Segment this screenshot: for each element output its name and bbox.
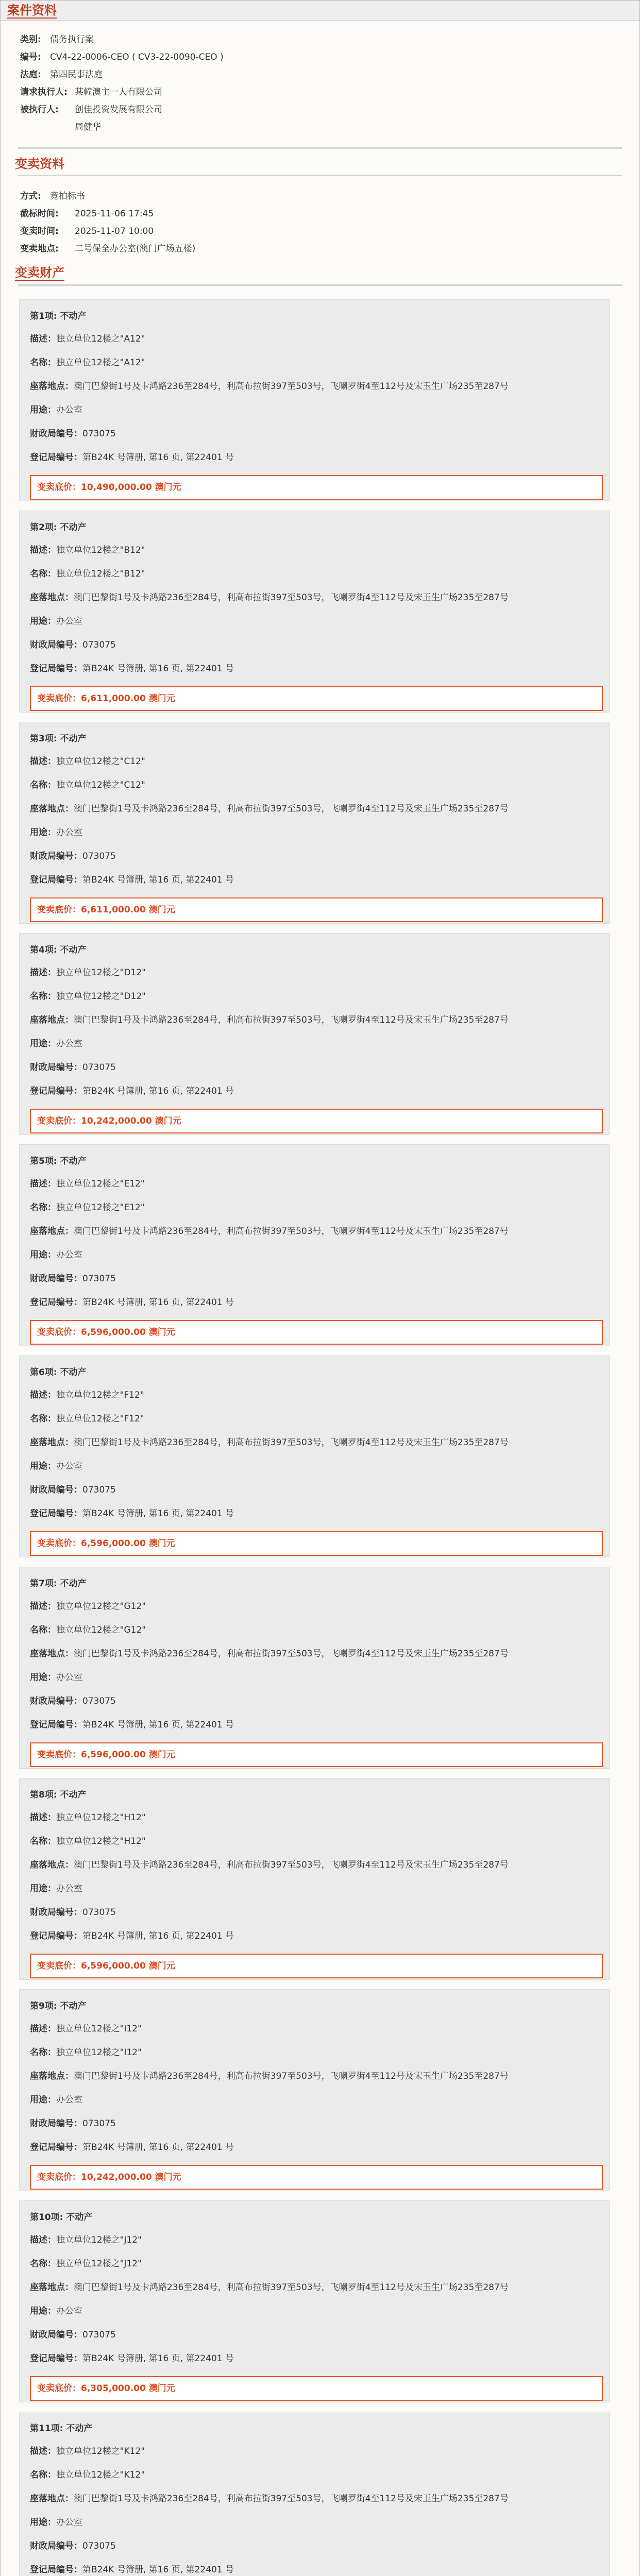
asset-address-value: 澳门巴黎街1号及卡鸿路236至284号，利高布拉街397至503号，飞喇罗街4至112号及宋玉生广场235至287号 [74,1226,509,1236]
asset-name-label: 名称： [30,1414,56,1424]
asset-description-label: 描述： [30,1812,56,1823]
asset-description [30,333,603,345]
asset-description-value: 独立单位12楼之"K12" [56,2446,145,2456]
asset-registry-number-label: 登记局编号： [30,1297,82,1308]
asset-reserve-price-label: 变卖底价： [37,2172,81,2182]
asset-name-value: 独立单位12楼之"C12" [56,780,145,790]
asset-reserve-price [30,2376,603,2401]
asset-finance-number-label: 财政局编号： [30,1907,82,1918]
asset-use [30,826,603,839]
asset-reserve-price-value: 6,596,000.00 澳门元 [81,1327,175,1337]
asset-registry-number-label: 登记局编号： [30,875,82,885]
asset-address-label: 座落地点： [30,592,74,603]
sale-row-value: 2025-11-06 17:45 [75,209,154,219]
asset-registry-number [30,1085,603,1097]
sale-info [1,188,639,258]
asset-name-label: 名称： [30,2047,56,2058]
asset-use-label: 用途： [30,405,56,415]
asset-description [30,2023,603,2035]
asset-description-value: 独立单位12楼之"A12" [56,334,145,344]
asset-reserve-price-value: 6,596,000.00 澳门元 [81,1750,175,1760]
asset-name [30,2046,603,2059]
asset-address-label: 座落地点： [30,2494,74,2504]
asset-name-value: 独立单位12楼之"B12" [56,569,145,579]
asset-finance-number [30,639,603,651]
asset-use-value: 办公室 [56,2306,82,2316]
asset-name-value: 独立单位12楼之"H12" [56,1836,146,1846]
asset-address-label: 座落地点： [30,1860,74,1870]
asset-reserve-price-value: 10,242,000.00 澳门元 [81,1116,181,1126]
asset-name [30,568,603,580]
asset-address-label: 座落地点： [30,804,74,814]
asset-registry-number [30,1719,603,1731]
asset-reserve-price-label: 变卖底价： [37,1750,81,1760]
asset-title: 第8项: 不动产 [30,1790,87,1800]
asset-registry-number-value: 第B24K 号簿册, 第16 页, 第22401 号 [82,1086,234,1096]
case-row-value: 周健华 [75,122,101,132]
asset-reserve-price-label: 变卖底价： [37,1116,81,1126]
asset-title: 第2项: 不动产 [30,522,87,533]
asset-description [30,1389,603,1401]
case-row-label: 编号: [20,52,41,62]
asset-name-label: 名称： [30,991,56,1002]
asset-name-value: 独立单位12楼之"F12" [56,1414,144,1424]
asset-use-label: 用途： [30,1461,56,1471]
asset-use-value: 办公室 [56,1039,82,1049]
asset-finance-number-label: 财政局编号： [30,1274,82,1284]
case-row [1,83,639,101]
asset-reserve-price-value: 6,596,000.00 澳门元 [81,1538,175,1549]
case-row-value: 第四民事法庭 [50,70,103,80]
sale-row [1,240,639,258]
asset-card [19,2200,610,2402]
sale-row-value: 2025-11-07 10:00 [75,226,154,236]
asset-use-label: 用途： [30,1250,56,1260]
case-row-label: 请求执行人: [20,87,68,97]
sale-row [1,188,639,205]
asset-address [30,1225,603,1238]
asset-description-label: 描述： [30,1179,56,1189]
asset-description-label: 描述： [30,2235,56,2245]
asset-address-value: 澳门巴黎街1号及卡鸿路236至284号，利高布拉街397至503号，飞喇罗街4至112号及宋玉生广场235至287号 [74,381,509,392]
asset-address [30,2070,603,2082]
asset-card [19,1778,610,1980]
asset-description-value: 独立单位12楼之"J12" [56,2235,142,2245]
sale-row-value: 竞拍标书 [50,191,85,201]
asset-use-value: 办公室 [56,1672,82,1683]
case-row-value: 债务执行案 [50,35,94,45]
asset-description-label: 描述： [30,334,56,344]
asset-description [30,2234,603,2246]
asset-reserve-price-label: 变卖底价： [37,1327,81,1337]
asset-card [19,1355,610,1557]
asset-name [30,1413,603,1425]
asset-registry-number [30,1296,603,1309]
asset-description-value: 独立单位12楼之"E12" [56,1179,145,1189]
asset-name-value: 独立单位12楼之"E12" [56,1202,145,1213]
asset-use [30,1038,603,1050]
asset-finance-number-label: 财政局编号： [30,640,82,650]
asset-reserve-price-label: 变卖底价： [37,2383,81,2394]
asset-address [30,1014,603,1026]
asset-title: 第11项: 不动产 [30,2424,93,2434]
asset-finance-number-label: 财政局编号： [30,1485,82,1495]
sale-row [1,205,639,223]
asset-finance-number [30,2329,603,2341]
asset-finance-number-value: 073075 [82,1485,116,1495]
asset-title: 第1项: 不动产 [30,311,87,321]
asset-finance-number [30,2117,603,2130]
asset-name-value: 独立单位12楼之"I12" [56,2047,142,2058]
asset-registry-number [30,2141,603,2154]
asset-use-label: 用途： [30,2095,56,2105]
asset-description [30,1600,603,1613]
asset-reserve-price-value: 6,305,000.00 澳门元 [81,2383,175,2394]
asset-card [19,1144,610,1346]
sale-row-label: 变卖时间: [20,226,59,236]
divider [18,284,622,286]
asset-reserve-price-label: 变卖底价： [37,1538,81,1549]
asset-reserve-price [30,686,603,711]
asset-address-value: 澳门巴黎街1号及卡鸿路236至284号，利高布拉街397至503号，飞喇罗街4至112号及宋玉生广场235至287号 [74,1860,509,1870]
case-row [1,48,639,66]
asset-name-label: 名称： [30,780,56,790]
asset-finance-number-value: 073075 [82,2330,116,2340]
asset-use [30,1883,603,1895]
asset-card [19,1989,610,2191]
asset-finance-number-value: 073075 [82,640,116,650]
asset-reserve-price-value: 6,611,000.00 澳门元 [81,693,175,704]
asset-use-value: 办公室 [56,827,82,838]
asset-registry-number-value: 第B24K 号簿册, 第16 页, 第22401 号 [82,2142,234,2153]
asset-reserve-price-label: 变卖底价： [37,905,81,915]
sale-row-label: 变卖地点: [20,244,59,254]
asset-description-label: 描述： [30,756,56,767]
asset-card [19,1567,610,1769]
asset-registry-number-label: 登记局编号： [30,1086,82,1096]
sale-row [1,223,639,240]
asset-use-value: 办公室 [56,2095,82,2105]
case-row-value: 某幢澳主一人有限公司 [75,87,162,97]
asset-description-label: 描述： [30,1601,56,1612]
asset-address-value: 澳门巴黎街1号及卡鸿路236至284号，利高布拉街397至503号，飞喇罗街4至112号及宋玉生广场235至287号 [74,1437,509,1448]
asset-description [30,1178,603,1190]
asset-card [19,299,610,501]
asset-address-value: 澳门巴黎街1号及卡鸿路236至284号，利高布拉街397至503号，飞喇罗街4至112号及宋玉生广场235至287号 [74,2071,509,2081]
asset-reserve-price [30,1531,603,1556]
asset-finance-number-label: 财政局编号： [30,2119,82,2129]
asset-registry-number-value: 第B24K 号簿册, 第16 页, 第22401 号 [82,2353,234,2364]
sale-row-label: 方式: [20,191,41,201]
asset-reserve-price-value: 10,242,000.00 澳门元 [81,2172,181,2182]
asset-use-label: 用途： [30,2306,56,2316]
case-row-label: 被执行人: [20,105,59,115]
asset-reserve-price [30,475,603,500]
asset-description-value: 独立单位12楼之"G12" [56,1601,146,1612]
asset-name-value: 独立单位12楼之"J12" [56,2259,142,2269]
asset-name-label: 名称： [30,1836,56,1846]
assets-heading: 变卖财产 [15,265,64,280]
asset-use-value: 办公室 [56,1250,82,1260]
asset-address-value: 澳门巴黎街1号及卡鸿路236至284号，利高布拉街397至503号，飞喇罗街4至112号及宋玉生广场235至287号 [74,804,509,814]
case-row-value: 创佳投资发展有限公司 [75,105,162,115]
asset-finance-number [30,428,603,440]
asset-reserve-price-value: 6,611,000.00 澳门元 [81,905,175,915]
asset-registry-number [30,2352,603,2365]
asset-address [30,803,603,815]
asset-reserve-price-label: 变卖底价： [37,482,81,493]
asset-title: 第6项: 不动产 [30,1367,87,1378]
asset-finance-number-label: 财政局编号： [30,1062,82,1073]
case-heading: 案件资料 [7,3,57,18]
asset-address-label: 座落地点： [30,2071,74,2081]
asset-registry-number-label: 登记局编号： [30,1720,82,1730]
asset-description [30,967,603,979]
asset-address-label: 座落地点： [30,381,74,392]
asset-title: 第7项: 不动产 [30,1579,87,1589]
asset-use [30,1671,603,1684]
asset-use [30,1460,603,1472]
asset-registry-number-value: 第B24K 号簿册, 第16 页, 第22401 号 [82,1297,234,1308]
asset-card [19,511,610,713]
asset-use-label: 用途： [30,827,56,838]
asset-finance-number-value: 073075 [82,1696,116,1706]
asset-description-value: 独立单位12楼之"D12" [56,968,146,978]
asset-name-label: 名称： [30,569,56,579]
asset-registry-number-value: 第B24K 号簿册, 第16 页, 第22401 号 [82,1931,234,1941]
asset-finance-number [30,1061,603,1074]
asset-registry-number-label: 登记局编号： [30,452,82,463]
sale-row-label: 截标时间: [20,209,59,219]
asset-address [30,2281,603,2294]
asset-reserve-price [30,2165,603,2190]
asset-finance-number-label: 财政局编号： [30,2330,82,2340]
asset-name-label: 名称： [30,358,56,368]
asset-address-label: 座落地点： [30,2282,74,2293]
asset-use-value: 办公室 [56,405,82,415]
asset-finance-number [30,1695,603,1707]
asset-reserve-price-label: 变卖底价： [37,693,81,704]
asset-finance-number [30,1484,603,1496]
asset-use [30,2516,603,2529]
asset-address-value: 澳门巴黎街1号及卡鸿路236至284号，利高布拉街397至503号，飞喇罗街4至112号及宋玉生广场235至287号 [74,1015,509,1025]
asset-finance-number-label: 财政局编号： [30,851,82,861]
asset-card [19,2412,610,2576]
asset-name-value: 独立单位12楼之"D12" [56,991,146,1002]
asset-address [30,2493,603,2505]
asset-address-value: 澳门巴黎街1号及卡鸿路236至284号，利高布拉街397至503号，飞喇罗街4至112号及宋玉生广场235至287号 [74,2494,509,2504]
asset-use-label: 用途： [30,1884,56,1894]
case-row [1,66,639,83]
asset-reserve-price [30,1320,603,1345]
case-row [1,118,639,136]
asset-registry-number [30,1930,603,1942]
asset-use [30,615,603,628]
asset-use [30,1249,603,1261]
asset-name-value: 独立单位12楼之"K12" [56,2470,145,2480]
case-row [1,101,639,118]
asset-finance-number-label: 财政局编号： [30,1696,82,1706]
asset-reserve-price [30,1954,603,1978]
asset-address [30,1648,603,1660]
asset-finance-number [30,1906,603,1919]
asset-reserve-price [30,1742,603,1767]
asset-finance-number-label: 财政局编号： [30,2541,82,2551]
asset-finance-number-value: 073075 [82,1907,116,1918]
asset-registry-number-value: 第B24K 号簿册, 第16 页, 第22401 号 [82,1720,234,1730]
asset-name [30,1201,603,1214]
asset-name-label: 名称： [30,2259,56,2269]
asset-use-label: 用途： [30,1039,56,1049]
asset-name-value: 独立单位12楼之"G12" [56,1625,146,1635]
asset-address [30,1859,603,1871]
asset-title: 第5项: 不动产 [30,1156,87,1166]
asset-finance-number-label: 财政局编号： [30,429,82,439]
asset-card [19,722,610,924]
asset-finance-number-value: 073075 [82,2541,116,2551]
asset-reserve-price-value: 10,490,000.00 澳门元 [81,482,181,493]
asset-finance-number-value: 073075 [82,2119,116,2129]
asset-address-label: 座落地点： [30,1649,74,1659]
asset-use-value: 办公室 [56,616,82,626]
asset-use-label: 用途： [30,2517,56,2528]
asset-registry-number-label: 登记局编号： [30,2142,82,2153]
asset-title: 第3项: 不动产 [30,734,87,744]
asset-address [30,1436,603,1449]
asset-reserve-price-label: 变卖底价： [37,1961,81,1971]
asset-address [30,380,603,393]
asset-description-label: 描述： [30,2446,56,2456]
asset-registry-number [30,874,603,886]
case-row-label: 类别: [20,35,41,45]
asset-address-value: 澳门巴黎街1号及卡鸿路236至284号，利高布拉街397至503号，飞喇罗街4至112号及宋玉生广场235至287号 [74,1649,509,1659]
asset-address-label: 座落地点： [30,1015,74,1025]
asset-name-label: 名称： [30,1202,56,1213]
asset-description-value: 独立单位12楼之"F12" [56,1390,144,1400]
asset-reserve-price [30,1109,603,1133]
asset-description-label: 描述： [30,545,56,555]
asset-finance-number-value: 073075 [82,429,116,439]
sale-heading: 变卖资料 [15,157,64,171]
asset-name-label: 名称： [30,2470,56,2480]
asset-name [30,2258,603,2270]
asset-registry-number-label: 登记局编号： [30,1509,82,1519]
asset-description-value: 独立单位12楼之"H12" [56,1812,146,1823]
asset-registry-number-value: 第B24K 号簿册, 第16 页, 第22401 号 [82,2565,234,2575]
case-row [1,31,639,48]
asset-use-value: 办公室 [56,1461,82,1471]
asset-name [30,357,603,369]
asset-description [30,544,603,556]
asset-finance-number-value: 073075 [82,1062,116,1073]
asset-description [30,755,603,768]
asset-finance-number-value: 073075 [82,1274,116,1284]
asset-registry-number [30,1507,603,1520]
asset-finance-number [30,850,603,862]
asset-finance-number [30,2540,603,2552]
asset-registry-number-label: 登记局编号： [30,664,82,674]
asset-use-value: 办公室 [56,2517,82,2528]
asset-name [30,2469,603,2481]
asset-address-value: 澳门巴黎街1号及卡鸿路236至284号，利高布拉街397至503号，飞喇罗街4至112号及宋玉生广场235至287号 [74,592,509,603]
asset-use [30,2305,603,2317]
asset-registry-number [30,2564,603,2576]
asset-finance-number-value: 073075 [82,851,116,861]
asset-registry-number-value: 第B24K 号簿册, 第16 页, 第22401 号 [82,664,234,674]
asset-address-label: 座落地点： [30,1226,74,1236]
case-header-band [1,1,639,21]
asset-description-value: 独立单位12楼之"B12" [56,545,145,555]
asset-registry-number [30,663,603,675]
asset-registry-number [30,451,603,464]
asset-description-value: 独立单位12楼之"I12" [56,2024,142,2034]
case-info [1,31,639,136]
asset-reserve-price [30,897,603,922]
asset-name [30,1835,603,1848]
asset-name [30,1624,603,1636]
asset-title: 第4项: 不动产 [30,945,87,955]
asset-description-label: 描述： [30,1390,56,1400]
asset-name [30,990,603,1003]
asset-registry-number-value: 第B24K 号簿册, 第16 页, 第22401 号 [82,875,234,885]
asset-address [30,591,603,604]
asset-address-label: 座落地点： [30,1437,74,1448]
asset-description [30,1811,603,1824]
asset-registry-number-label: 登记局编号： [30,2353,82,2364]
asset-registry-number-label: 登记局编号： [30,2565,82,2575]
case-row-value: CV4-22-0006-CEO ( CV3-22-0090-CEO ) [50,52,224,62]
asset-use-value: 办公室 [56,1884,82,1894]
asset-finance-number [30,1273,603,1285]
asset-use-label: 用途： [30,616,56,626]
asset-name-value: 独立单位12楼之"A12" [56,358,145,368]
asset-use [30,404,603,416]
case-row-label: 法庭: [20,70,41,80]
asset-reserve-price-value: 6,596,000.00 澳门元 [81,1961,175,1971]
asset-name [30,779,603,791]
asset-address-value: 澳门巴黎街1号及卡鸿路236至284号，利高布拉街397至503号，飞喇罗街4至112号及宋玉生广场235至287号 [74,2282,509,2293]
asset-card [19,933,610,1135]
asset-use-label: 用途： [30,1672,56,1683]
asset-registry-number-value: 第B24K 号簿册, 第16 页, 第22401 号 [82,452,234,463]
asset-use [30,2094,603,2106]
asset-description [30,2445,603,2458]
asset-description-label: 描述： [30,2024,56,2034]
asset-name-label: 名称： [30,1625,56,1635]
asset-title: 第10项: 不动产 [30,2212,93,2223]
asset-description-label: 描述： [30,968,56,978]
asset-description-value: 独立单位12楼之"C12" [56,756,145,767]
asset-registry-number-value: 第B24K 号簿册, 第16 页, 第22401 号 [82,1509,234,1519]
sale-row-value: 二号保全办公室(澳门广场五楼) [75,244,196,254]
asset-title: 第9项: 不动产 [30,2001,87,2011]
asset-registry-number-label: 登记局编号： [30,1931,82,1941]
